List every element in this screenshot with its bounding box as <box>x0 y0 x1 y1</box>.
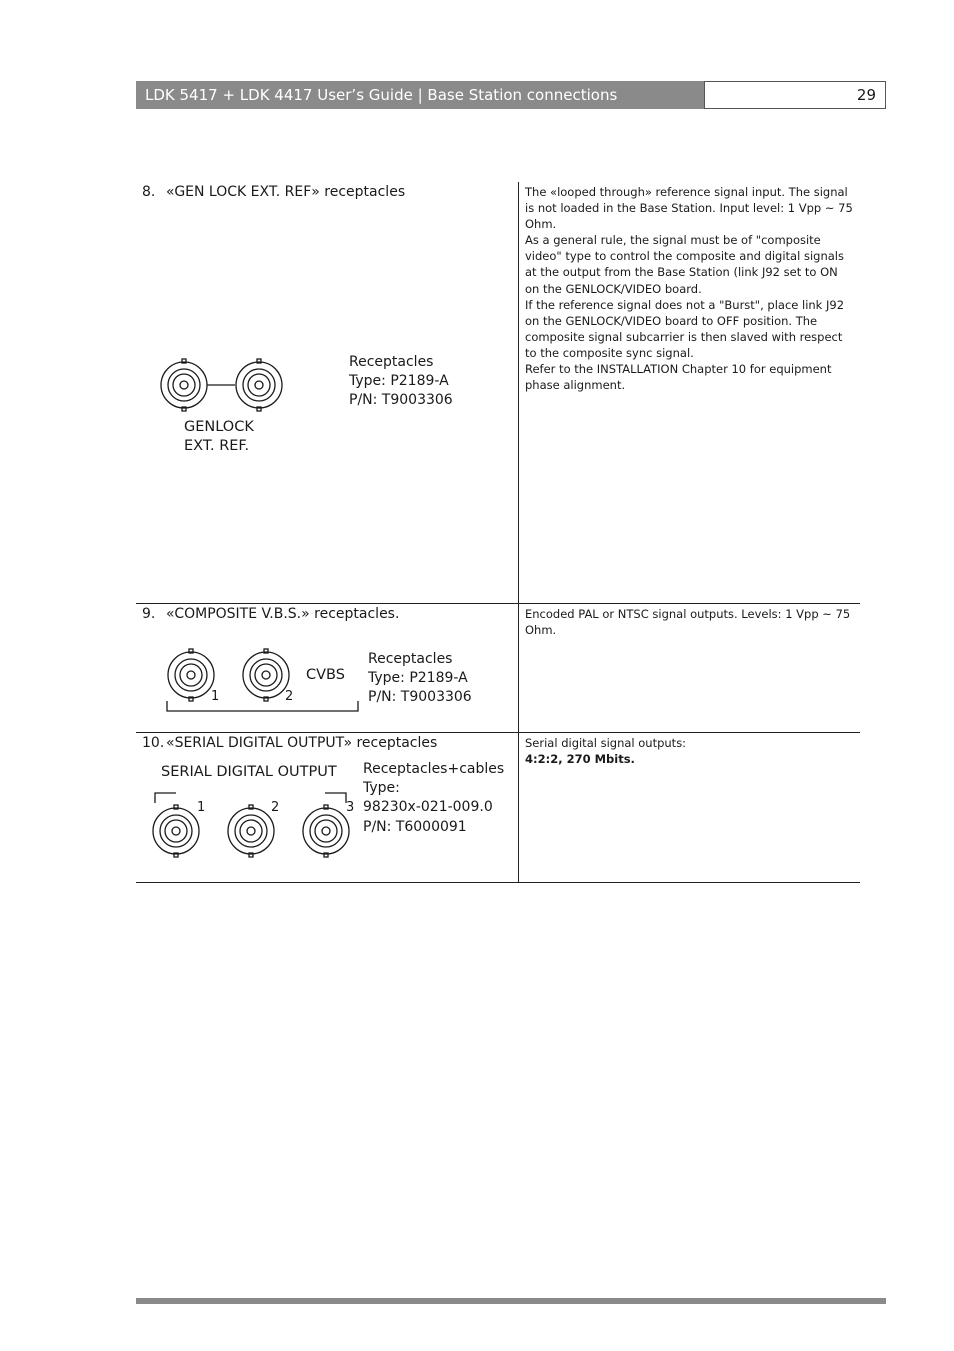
description-paragraph: As a general rule, the signal must be of "composite video" type to control the composite and digital signals at the output from the Base Station (link J92 set to ON on the GENLOCK/VIDEO board. <box>525 233 844 296</box>
connector-number: 3 <box>346 800 355 815</box>
section-8-spec <box>349 353 453 411</box>
description-paragraph: If the reference signal does not a "Burst", place link J92 on the GENLOCK/VIDEO board to OFF position. The composite signal subcarrier is then slaved with respect to the composite sync signal. <box>525 297 845 360</box>
group-bracket <box>167 701 358 711</box>
serial-digital-connectors-diagram <box>148 786 358 861</box>
serial-digital-output-label: SERIAL DIGITAL OUTPUT <box>161 764 337 780</box>
group-bracket-right <box>325 793 346 803</box>
connector-number: 2 <box>271 800 280 815</box>
spec-line: Type: <box>363 780 400 797</box>
spec-line: P/N: T9003306 <box>349 392 453 409</box>
genlock-label-line-1: GENLOCK <box>184 419 254 435</box>
connector-number: 2 <box>285 689 294 704</box>
bnc-connector-icon <box>168 649 214 701</box>
genlock-label <box>184 418 254 456</box>
spec-line: P/N: T6000091 <box>363 818 467 835</box>
description-paragraph: Encoded PAL or NTSC signal outputs. Levels: 1 Vpp ~ 75 Ohm. <box>525 607 851 638</box>
spec-line: Receptacles <box>349 354 434 370</box>
bnc-connector-icon <box>303 805 349 857</box>
spec-line: Type: P2189-A <box>349 373 449 390</box>
spec-line: Receptacles <box>368 651 453 667</box>
bnc-connector-icon <box>228 805 274 857</box>
bnc-connector-icon <box>153 805 199 857</box>
spec-line: Type: P2189-A <box>368 670 468 687</box>
genlock-connectors-diagram <box>155 355 290 415</box>
row-divider-3 <box>136 882 860 883</box>
section-9-number: 9. <box>142 606 156 622</box>
bnc-connector-icon <box>236 359 282 411</box>
group-bracket-left <box>155 793 176 803</box>
header-title: LDK 5417 + LDK 4417 User’s Guide | Base Station connections <box>136 81 704 109</box>
spec-line: 98230x-021-009.0 <box>363 799 493 816</box>
bnc-connector-icon <box>161 359 207 411</box>
section-8-number: 8. <box>142 184 156 200</box>
genlock-label-line-2: EXT. REF. <box>184 438 250 454</box>
connector-number: 1 <box>211 689 220 704</box>
section-10-title: «SERIAL DIGITAL OUTPUT» receptacles <box>166 735 438 751</box>
section-8-title: «GEN LOCK EXT. REF» receptacles <box>166 184 406 200</box>
section-10-number: 10. <box>142 735 165 751</box>
row-divider-2 <box>136 732 860 733</box>
section-8-description <box>525 184 855 393</box>
description-bold-line: 4:2:2, 270 Mbits. <box>525 752 635 767</box>
spec-line: Receptacles+cables <box>363 761 505 777</box>
page-number: 29 <box>704 81 886 109</box>
section-10-description <box>525 735 855 767</box>
section-9-description <box>525 606 855 638</box>
footer-bar <box>136 1298 886 1304</box>
section-9-spec <box>368 650 472 708</box>
section-10-spec <box>363 760 504 837</box>
spec-line: P/N: T9003306 <box>368 689 472 706</box>
cvbs-label: CVBS <box>306 667 345 683</box>
bnc-connector-icon <box>243 649 289 701</box>
connector-number: 1 <box>197 800 206 815</box>
section-9-title: «COMPOSITE V.B.S.» receptacles. <box>166 606 400 622</box>
description-paragraph: Refer to the INSTALLATION Chapter 10 for equipment phase alignment. <box>525 362 832 393</box>
description-paragraph: The «looped through» reference signal input. The signal is not loaded in the Base Station. Input level: 1 Vpp ~ 75 Ohm. <box>525 185 853 232</box>
column-divider <box>518 182 519 883</box>
row-divider-1 <box>136 603 860 604</box>
description-paragraph: Serial digital signal outputs: <box>525 736 687 750</box>
